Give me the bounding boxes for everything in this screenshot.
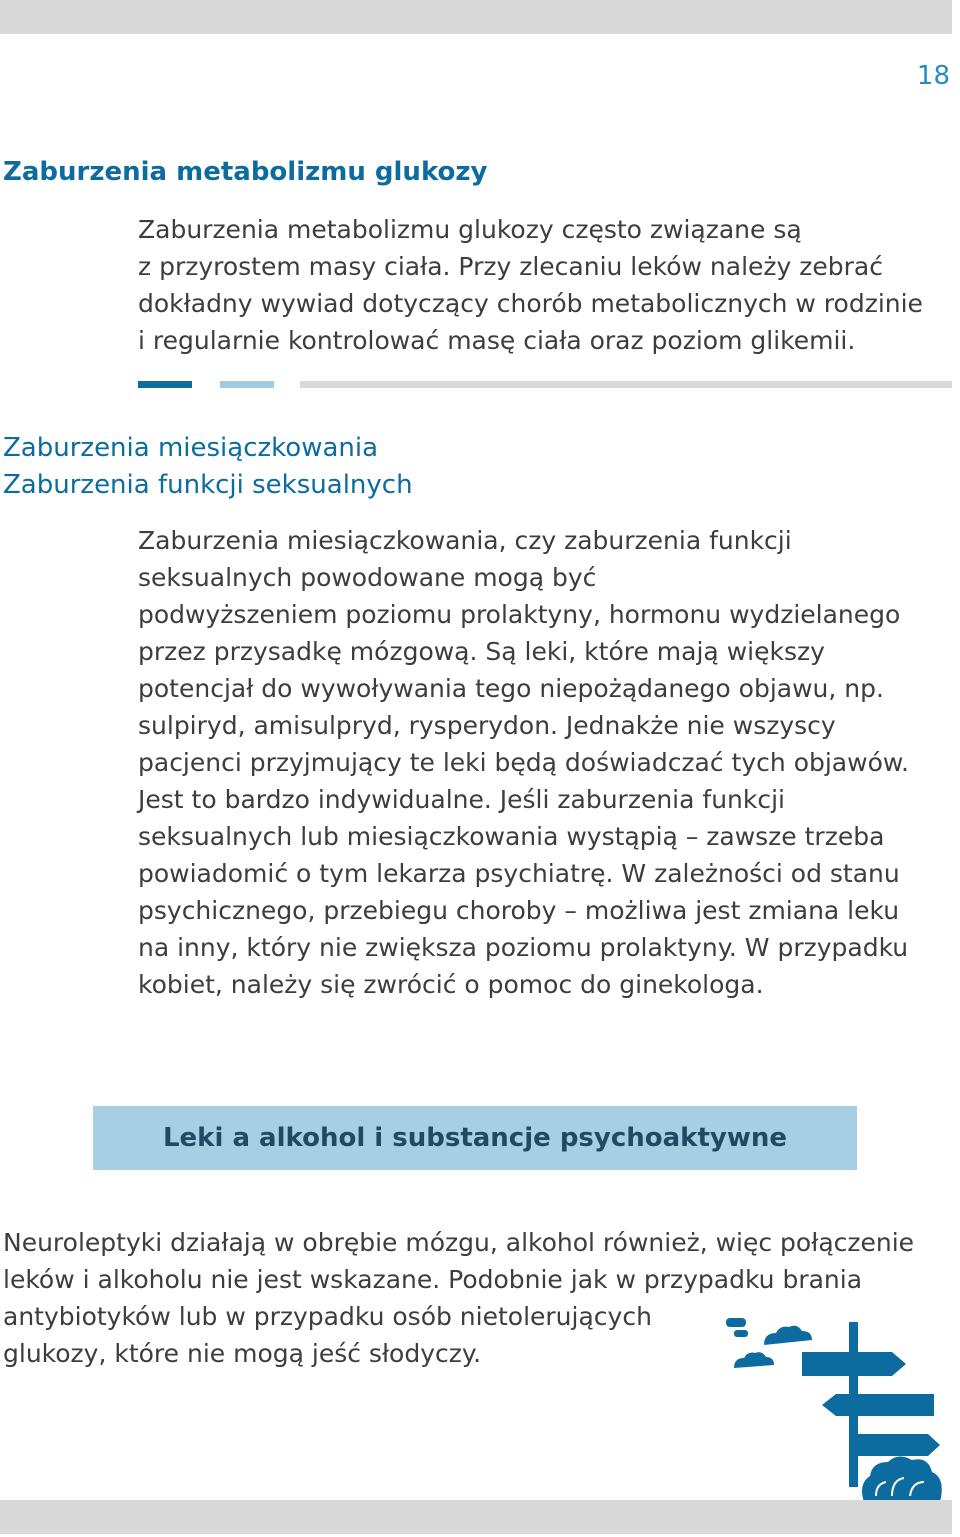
divider-segment-light — [220, 381, 274, 388]
top-decorative-bar — [0, 0, 952, 34]
text-line: Zaburzenia metabolizmu glukozy często związane są — [138, 215, 802, 244]
text-line: powiadomić o tym lekarza psychiatrę. W zależności od stanu — [138, 859, 900, 888]
page-number: 18 — [916, 61, 950, 91]
text-line: Neuroleptyki działają w obrębie mózgu, alkohol również, więc połączenie — [3, 1228, 915, 1257]
divider-segment-gray — [300, 381, 952, 388]
text-line: podwyższeniem poziomu prolaktyny, hormonu wydzielanego — [138, 600, 901, 629]
text-line: przez przysadkę mózgową. Są leki, które mają większy — [138, 637, 825, 666]
text-line: i regularnie kontrolować masę ciała oraz poziom glikemii. — [138, 326, 856, 355]
text-line: leków i alkoholu nie jest wskazane. Podobnie jak w przypadku brania — [3, 1265, 863, 1294]
bottom-decorative-bar — [0, 1500, 952, 1534]
banner-title: Leki a alkohol i substancje psychoaktywne — [162, 1123, 788, 1153]
text-line: seksualnych lub miesiączkowania wystąpią – zawsze trzeba — [138, 822, 885, 851]
text-line: Jest to bardzo indywidualne. Jeśli zaburzenia funkcji — [138, 785, 785, 814]
text-line: psychicznego, przebiegu choroby – możliwa jest zmiana leku — [138, 896, 900, 925]
text-line: kobiet, należy się zwrócić o pomoc do ginekologa. — [138, 970, 764, 999]
text-line: seksualnych powodowane mogą być — [138, 563, 597, 592]
text-line: pacjenci przyjmujący te leki będą doświadczać tych objawów. — [138, 748, 909, 777]
alcohol-section-banner — [93, 1106, 857, 1170]
section-title-menstruation-sexual — [3, 430, 413, 504]
text-line: glukozy, które nie mogą jeść słodyczy. — [3, 1339, 482, 1368]
divider-segment-dark — [138, 381, 192, 388]
text-line: potencjał do wywoływania tego niepożądanego objawu, np. — [138, 674, 884, 703]
text-line: na inny, który nie zwiększa poziomu prolaktyny. W przypadku — [138, 933, 909, 962]
paragraph-glucose — [138, 211, 953, 359]
text-line: dokładny wywiad dotyczący chorób metabolicznych w rodzinie — [138, 289, 923, 318]
section-title-line: Zaburzenia miesiączkowania — [3, 433, 379, 463]
text-line: Zaburzenia miesiączkowania, czy zaburzenia funkcji — [138, 526, 792, 555]
signpost-icon — [724, 1312, 956, 1502]
text-line: z przyrostem masy ciała. Przy zlecaniu leków należy zebrać — [138, 252, 883, 281]
section-title-glucose: Zaburzenia metabolizmu glukozy — [3, 157, 488, 187]
text-line: sulpiryd, amisulpryd, rysperydon. Jednakże nie wszyscy — [138, 711, 836, 740]
section-title-line: Zaburzenia funkcji seksualnych — [3, 470, 413, 500]
text-line: antybiotyków lub w przypadku osób nietolerujących — [3, 1302, 652, 1331]
paragraph-menstruation-sexual — [138, 522, 953, 1003]
